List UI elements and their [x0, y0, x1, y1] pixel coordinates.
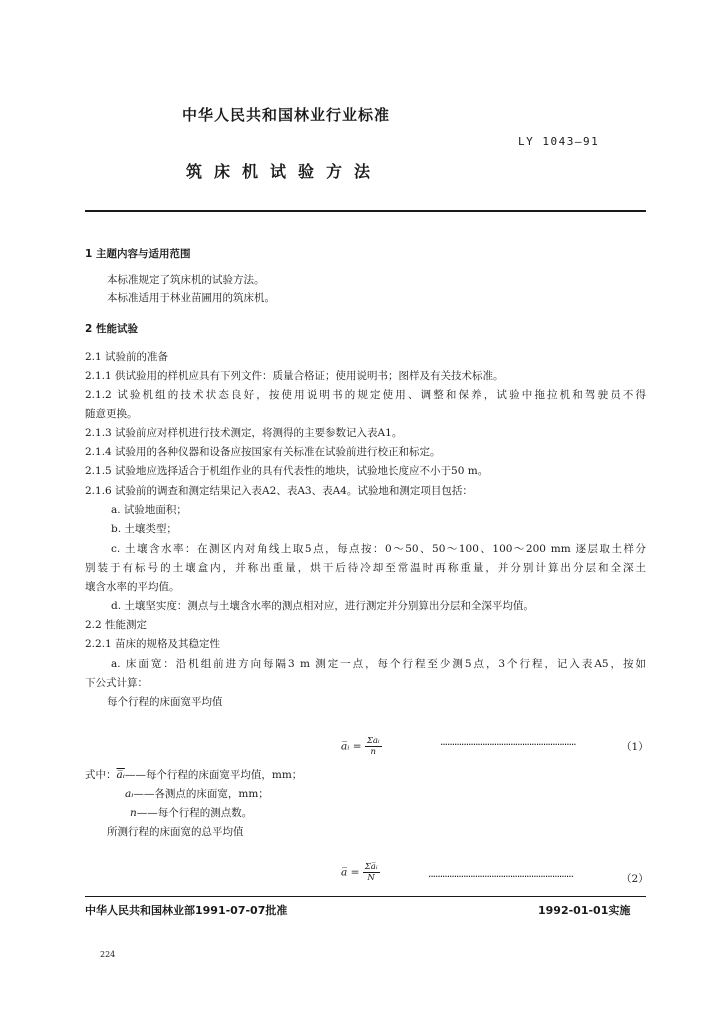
def-1-text: ——每个行程的床面宽平均值，mm； — [124, 769, 303, 781]
def-1-symbol: a̅ᵢ — [116, 769, 125, 781]
definition-3 — [130, 806, 252, 820]
section-2-heading: 2 性能试验 — [85, 323, 138, 335]
mean-per-pass-label: 每个行程的床面宽平均值 — [107, 696, 223, 708]
clause-2-1-3: 2.1.3 试验前应对样机进行技术测定，将测得的主要参数记入表A1。 — [85, 427, 403, 439]
section-1-heading: 1 主题内容与适用范围 — [85, 248, 191, 260]
formula-2-numerator: Σa̅ᵢ — [364, 862, 378, 872]
definition-2 — [125, 787, 269, 801]
formula-1-denominator: n — [370, 747, 376, 757]
def-2-symbol: aᵢ — [125, 788, 134, 800]
clause-2-1: 2.1 试验前的准备 — [85, 351, 169, 363]
footer-rule — [85, 896, 646, 897]
formula-1: a̅ᵢ = $\frac{\text{Σaᵢ}}{n}$ — [341, 736, 380, 757]
where-label: 式中： — [85, 769, 117, 781]
clause-2-2-1: 2.2.1 苗床的规格及其稳定性 — [85, 638, 221, 650]
header-rule — [85, 210, 646, 212]
def-3-text: ——每个行程的测点数。 — [136, 807, 253, 819]
item-c-soil-moisture-line-3: 壤含水率的平均值。 — [85, 581, 180, 593]
formula-2-number: （2） — [621, 873, 649, 885]
issuing-organization: 中华人民共和国林业行业标准 — [182, 106, 391, 124]
overall-mean-label: 所测行程的床面宽的总平均值 — [107, 826, 244, 838]
formula-1-numerator: Σaᵢ — [366, 736, 380, 746]
formula-2-fraction — [363, 862, 380, 883]
formula-1-fraction — [365, 736, 382, 757]
formula-2-leader-dots: ······························································ — [428, 871, 573, 883]
def-2-text: ——各测点的床面宽，mm； — [133, 788, 269, 800]
def-3-symbol: n — [130, 807, 137, 819]
item-d-soil-compaction: d. 土壤坚实度：测点与土壤含水率的测点相对应，进行测定并分别算出分层和全深平均值。 — [111, 600, 534, 612]
effective-date: 1992-01-01实施 — [538, 904, 631, 917]
item-c-soil-moisture-line-2: 别装于有标号的土壤盒内，并称出重量，烘干后待冷却至常温时再称重量，并分别计算出分层和全深土 — [85, 562, 646, 574]
approval-statement: 中华人民共和国林业部1991-07-07批准 — [85, 904, 288, 917]
document-title: 筑床机试验方法 — [186, 162, 383, 181]
clause-2-1-1: 2.1.1 供试验用的样机应具有下列文件：质量合格证；使用说明书；图样及有关技术标准。 — [85, 370, 504, 382]
page-number: 224 — [100, 950, 116, 959]
item-a-test-area: a. 试验地面积； — [111, 504, 187, 516]
formula-2-lhs: a̅ — [341, 866, 348, 879]
formula-1-lhs: a̅ᵢ — [341, 740, 350, 753]
clause-2-1-2-line-2: 随意更换。 — [85, 408, 138, 420]
formula-1-number: （1） — [621, 741, 649, 753]
formula-1-leader-dots: ·························································· — [440, 739, 576, 751]
clause-2-2: 2.2 性能测定 — [85, 619, 148, 631]
clause-2-1-5: 2.1.5 试验地应选择适合于机组作业的具有代表性的地块，试验地长度应不小于50 m。 — [85, 465, 489, 477]
section-1-paragraph-1: 本标准规定了筑床机的试验方法。 — [107, 274, 265, 286]
item-b-soil-type: b. 土壤类型； — [111, 523, 177, 535]
formula-2: a̅ = $\frac{\text{Σa̅ᵢ}}{N}$ — [341, 862, 378, 883]
item-c-soil-moisture-line-1: c. 土壤含水率：在测区内对角线上取5点，每点按：0～50、50～100、100～200 mm 逐层取土样分 — [111, 543, 646, 555]
standard-code: LY 1043—91 — [518, 135, 600, 148]
where-clause — [85, 768, 302, 782]
item-a-bed-width-line-1: a. 床面宽：沿机组前进方向每隔3 m 测定一点，每个行程至少测5点，3个行程，记入表A5，按如 — [111, 658, 646, 670]
item-a-bed-width-line-2: 下公式计算： — [85, 677, 148, 689]
clause-2-1-2-line-1: 2.1.2 试验机组的技术状态良好，按使用说明书的规定使用、调整和保养，试验中拖拉机和驾驶员不得 — [85, 389, 646, 401]
clause-2-1-4: 2.1.4 试验用的各种仪器和设备应按国家有关标准在试验前进行校正和标定。 — [85, 446, 441, 458]
clause-2-1-6: 2.1.6 试验前的调查和测定结果记入表A2、表A3、表A4。试验地和测定项目包括： — [85, 485, 473, 497]
formula-2-denominator: N — [367, 873, 375, 883]
section-1-paragraph-2: 本标准适用于林业苗圃用的筑床机。 — [107, 292, 275, 304]
